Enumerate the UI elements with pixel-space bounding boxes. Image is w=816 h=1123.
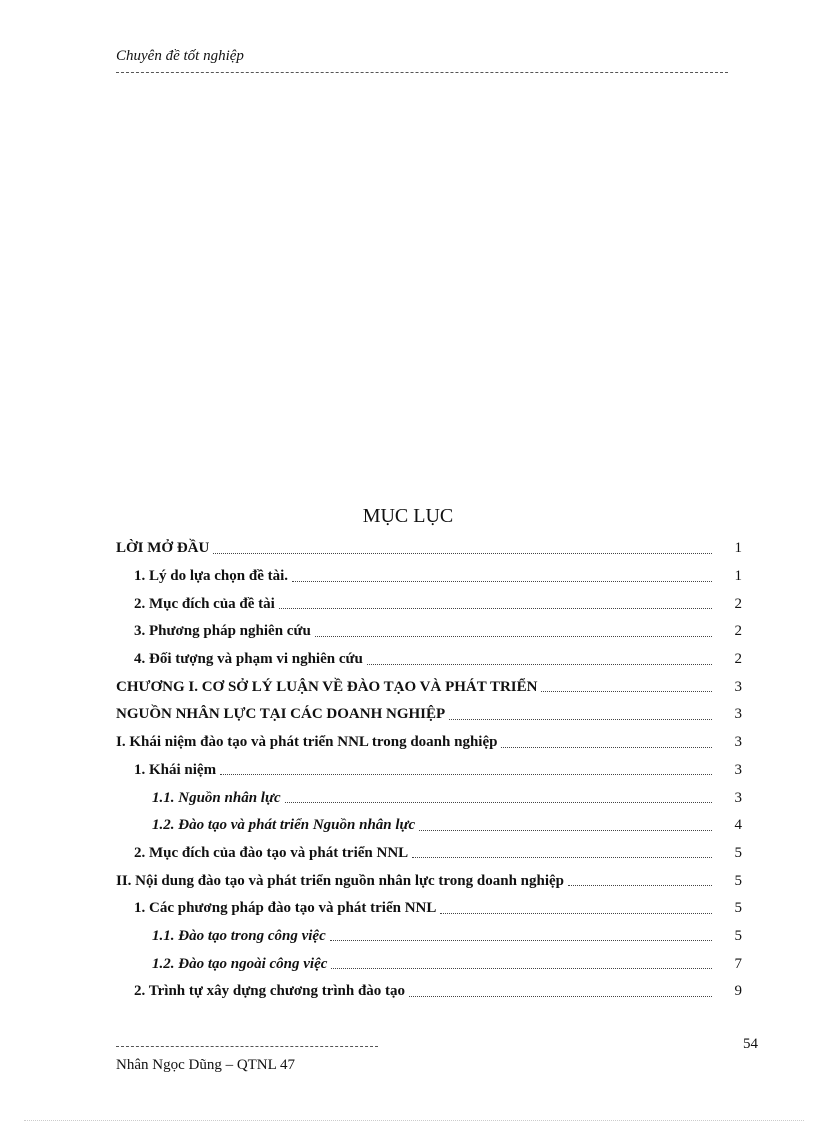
toc-leader-dots bbox=[292, 580, 712, 582]
table-of-contents bbox=[116, 535, 742, 1006]
toc-entry[interactable] bbox=[116, 701, 742, 729]
toc-leader-dots bbox=[367, 663, 712, 665]
toc-entry[interactable] bbox=[116, 812, 742, 840]
toc-entry-page: 5 bbox=[734, 927, 742, 944]
toc-entry[interactable] bbox=[116, 840, 742, 868]
toc-entry-page: 2 bbox=[734, 651, 742, 668]
toc-entry-label: 1.1. Đào tạo trong công việc bbox=[152, 927, 326, 944]
toc-entry-label: I. Khái niệm đào tạo và phát triển NNL trong doanh nghiệp bbox=[116, 734, 498, 751]
toc-entry[interactable] bbox=[116, 618, 742, 646]
toc-entry[interactable] bbox=[116, 978, 742, 1006]
toc-entry[interactable] bbox=[116, 784, 742, 812]
toc-leader-dots bbox=[279, 607, 712, 609]
toc-entry-label: CHƯƠNG I. CƠ SỞ LÝ LUẬN VỀ ĐÀO TẠO VÀ PHÁT TRIỂN bbox=[116, 678, 538, 695]
toc-entry-label: 2. Mục đích của đề tài bbox=[134, 595, 275, 612]
toc-entry[interactable] bbox=[116, 895, 742, 923]
toc-entry-label: 2. Mục đích của đào tạo và phát triển NNL bbox=[134, 844, 409, 861]
toc-entry-label: 1.2. Đào tạo ngoài công việc bbox=[152, 955, 328, 972]
toc-entry-label: 2. Trình tự xây dựng chương trình đào tạo bbox=[134, 983, 406, 1000]
toc-entry-page: 4 bbox=[734, 817, 742, 834]
toc-entry[interactable] bbox=[116, 535, 742, 563]
toc-entry-label: LỜI MỞ ĐẦU bbox=[116, 540, 210, 557]
page-bottom-edge bbox=[24, 1120, 804, 1121]
footer-divider bbox=[116, 1046, 378, 1047]
toc-entry-page: 5 bbox=[734, 844, 742, 861]
toc-leader-dots bbox=[412, 856, 712, 858]
toc-entry[interactable] bbox=[116, 590, 742, 618]
toc-entry[interactable] bbox=[116, 563, 742, 591]
toc-leader-dots bbox=[330, 939, 712, 941]
toc-leader-dots bbox=[440, 912, 712, 914]
toc-entry[interactable] bbox=[116, 923, 742, 951]
toc-entry-label: 1. Lý do lựa chọn đề tài. bbox=[134, 568, 289, 585]
toc-leader-dots bbox=[449, 718, 712, 720]
toc-entry-page: 9 bbox=[734, 983, 742, 1000]
toc-entry-page: 3 bbox=[734, 678, 742, 695]
footer-author: Nhân Ngọc Dũng – QTNL 47 bbox=[116, 1057, 295, 1073]
toc-entry-label: 1.2. Đào tạo và phát triển Nguồn nhân lực bbox=[152, 817, 416, 834]
toc-entry-page: 3 bbox=[734, 706, 742, 723]
header-divider bbox=[116, 72, 728, 73]
toc-leader-dots bbox=[541, 690, 712, 692]
toc-leader-dots bbox=[315, 635, 712, 637]
toc-entry-page: 3 bbox=[734, 789, 742, 806]
toc-heading: MỤC LỤC bbox=[362, 505, 454, 527]
toc-entry-page: 1 bbox=[734, 540, 742, 557]
toc-entry[interactable] bbox=[116, 729, 742, 757]
toc-leader-dots bbox=[409, 995, 712, 997]
toc-leader-dots bbox=[331, 967, 712, 969]
toc-entry[interactable] bbox=[116, 673, 742, 701]
toc-entry[interactable] bbox=[116, 646, 742, 674]
toc-entry-page: 7 bbox=[734, 955, 742, 972]
toc-entry-label: NGUỒN NHÂN LỰC TẠI CÁC DOANH NGHIỆP bbox=[116, 706, 446, 723]
toc-entry-page: 2 bbox=[734, 595, 742, 612]
toc-leader-dots bbox=[501, 746, 712, 748]
toc-entry[interactable] bbox=[116, 757, 742, 785]
toc-entry-page: 3 bbox=[734, 734, 742, 751]
toc-entry-label: 3. Phương pháp nghiên cứu bbox=[134, 623, 311, 640]
toc-entry-label: II. Nội dung đào tạo và phát triển nguồn nhân lực trong doanh nghiệp bbox=[116, 872, 565, 889]
toc-leader-dots bbox=[213, 552, 712, 554]
page-number: 54 bbox=[743, 1036, 758, 1052]
document-header-title: Chuyên đề tốt nghiệp bbox=[116, 48, 244, 64]
toc-entry-page: 1 bbox=[734, 568, 742, 585]
toc-entry-page: 5 bbox=[734, 872, 742, 889]
toc-leader-dots bbox=[285, 801, 712, 803]
toc-entry-page: 2 bbox=[734, 623, 742, 640]
toc-leader-dots bbox=[220, 773, 712, 775]
toc-entry-label: 1. Khái niệm bbox=[134, 761, 217, 778]
toc-entry-page: 5 bbox=[734, 900, 742, 917]
toc-leader-dots bbox=[568, 884, 712, 886]
toc-leader-dots bbox=[419, 829, 712, 831]
toc-entry[interactable] bbox=[116, 950, 742, 978]
toc-entry-label: 1.1. Nguồn nhân lực bbox=[152, 789, 281, 806]
toc-entry-label: 1. Các phương pháp đào tạo và phát triển NNL bbox=[134, 900, 437, 917]
toc-entry-page: 3 bbox=[734, 761, 742, 778]
toc-entry-label: 4. Đối tượng và phạm vi nghiên cứu bbox=[134, 651, 363, 668]
toc-entry[interactable] bbox=[116, 867, 742, 895]
